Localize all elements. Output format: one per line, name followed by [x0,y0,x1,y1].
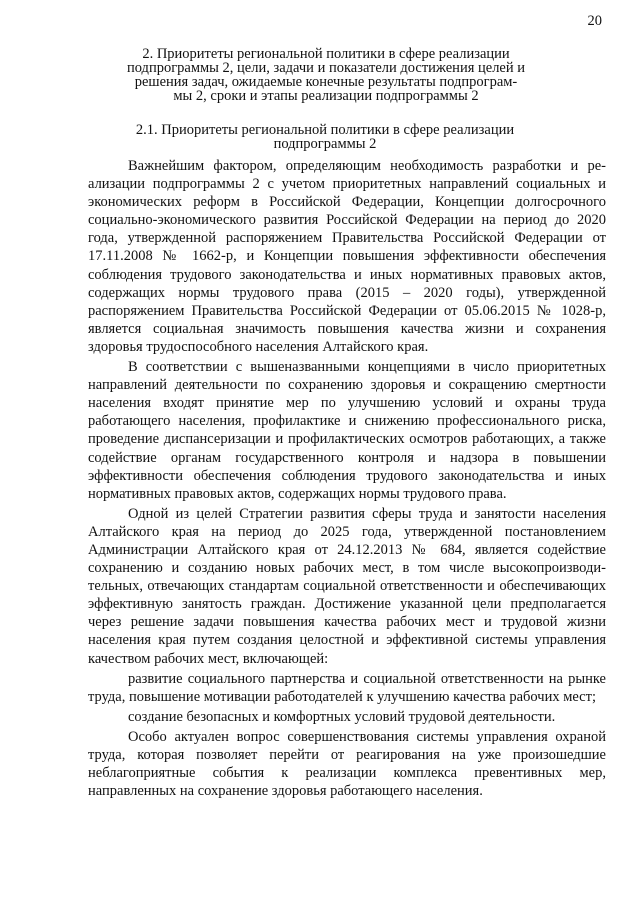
paragraph-2: В соответствии с вышеназванными концепциями в число приоритетных направлений деятельности по сохранению здоровья и сокращению смертности населения входят принятие мер по улучшению условий и охраны труда работающего населения, профилактике и снижению профессионального риска, проведение диспансеризации и профилактических осмотров работающих, а также содействие органам государственного контроля и надзора в повышении эффективности обеспечения соблюдения трудового законодательства и иных нормативных правовых актов, содержащих нормы трудового права. [88,359,606,502]
section-heading: 2. Приоритеты региональной политики в сфере реализации подпрограммы 2, цели, задачи и показатели достижения целей и решения задач, ожидаемые конечные результаты подпрограм- мы 2, сроки и этапы реализации подпрограммы 2 [126,46,526,104]
page-number: 20 [587,13,602,29]
body-text [88,157,606,800]
subsection-heading: 2.1. Приоритеты региональной политики в сфере реализации подпрограммы 2 [135,122,515,152]
paragraph-1: Важнейшим фактором, определяющим необходимость разработки и реализации подпрограммы 2 с учетом приоритетных направлений социальных и экономических реформ в Российской Федерации, Концепции долгосрочного социально-экономического развития Российской Федерации на период до 2020 года, утвержденной распоряжением Правительства Российской Федерации от 17.11.2008 № 1662-р, и Концепции повышения эффективности обеспечения соблюдения трудового законодательства и иных нормативных правовых актов, содержащих нормы трудового права (2015 – 2020 годы), утвержденной распоряжением Правительства Российской Федерации от 05.06.2015 № 1028-р, является социальная значимость повышения качества жизни и сохранения здоровья трудоспособного населения Алтайского края. [88,158,606,355]
list-item-2: создание безопасных и комфортных условий трудовой деятельности. [128,708,556,725]
paragraph-3: Одной из целей Стратегии развития сферы труда и занятости населения Алтайского края на период до 2025 года, утвержденной постановлением Администрации Алтайского края от 24.12.2013 № 684, является содействие сохранению и созданию новых рабочих мест, в том числе высокопроизводительных, отвечающих стандартам социальной ответственности и обеспечивающих эффективную занятость граждан. Достижение указанной цели предполагается через решение задачи повышения качества рабочих мест и трудовой жизни населения края путем создания целостной и эффективной системы управления качеством рабочих мест, включающей: [88,505,606,667]
list-item-1: развитие социального партнерства и социальной ответственности на рынке труда, повышение мотивации работодателей к улучшению качества рабочих мест; [88,670,606,705]
paragraph-4: Особо актуален вопрос совершенствования системы управления охраной труда, которая позволяет перейти от реагирования на уже произошедшие неблагоприятные события к реализации комплекса превентивных мер, направленных на сохранение здоровья работающего населения. [88,728,606,800]
